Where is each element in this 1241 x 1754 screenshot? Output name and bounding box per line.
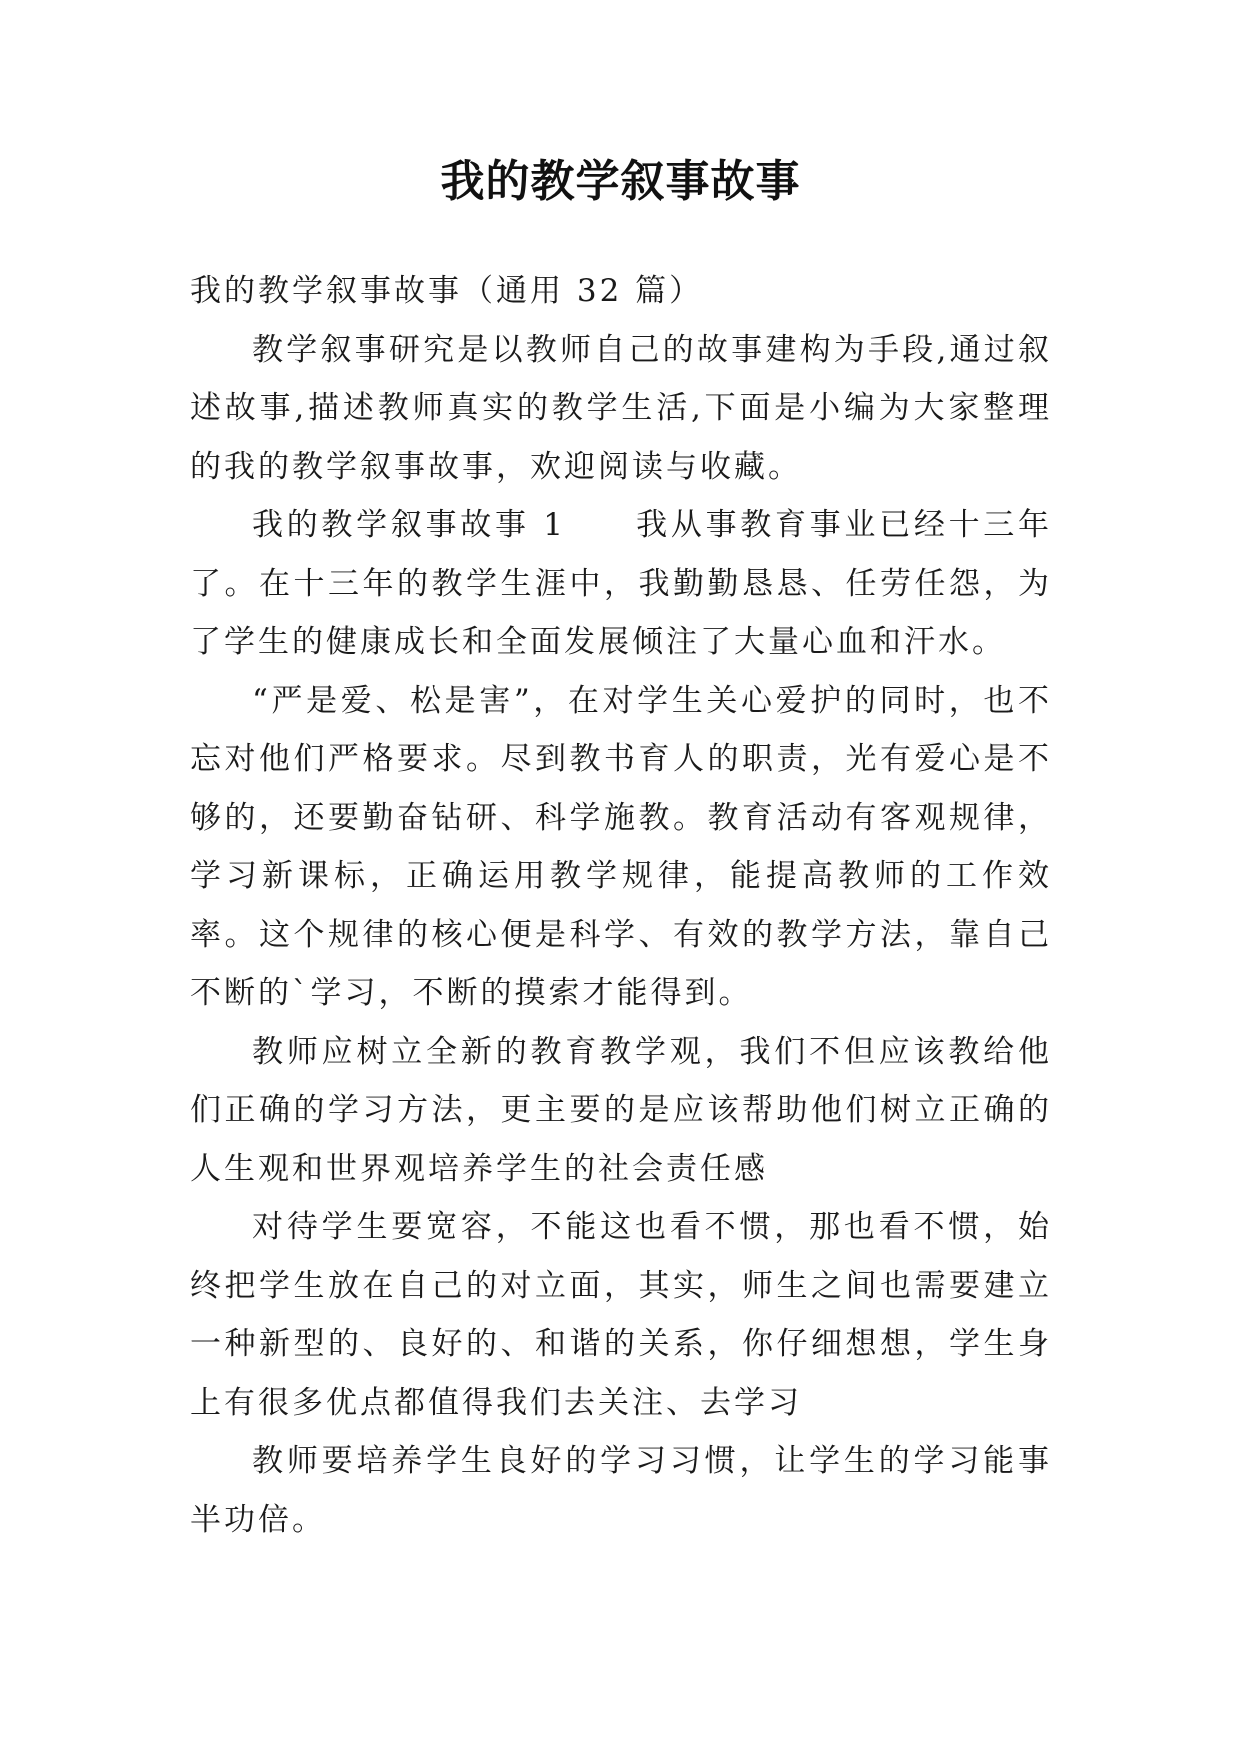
paragraph: 教师要培养学生良好的学习习惯，让学生的学习能事半功倍。	[190, 1443, 1052, 1538]
paragraph: 教师应树立全新的教育教学观，我们不但应该教给他们正确的学习方法，更主要的是应该帮助他们树立正确的人生观和世界观培养学生的社会责任感	[190, 1033, 1052, 1187]
paragraph: “严是爱、松是害”，在对学生关心爱护的同时，也不忘对他们严格要求。尽到教书育人的职责，光有爱心是不够的，还要勤奋钻研、科学施教。教育活动有客观规律，学习新课标，正确运用教学规律，能提高教师的工作效率。这个规律的核心便是科学、有效的教学方法，靠自己不断的`学习，不断的摸索才能得到。	[190, 682, 1052, 1011]
paragraph: 教学叙事研究是以教师自己的故事建构为手段,通过叙述故事,描述教师真实的教学生活,下面是小编为大家整理的我的教学叙事故事，欢迎阅读与收藏。	[190, 331, 1052, 485]
paragraph: 我的教学叙事故事 1 我从事教育事业已经十三年了。在十三年的教学生涯中，我勤勤恳恳、任劳任怨，为了学生的健康成长和全面发展倾注了大量心血和汗水。	[190, 507, 1052, 660]
document-title: 我的教学叙事故事	[440, 156, 801, 207]
document-subtitle: 我的教学叙事故事（通用 32 篇）	[190, 273, 704, 309]
paragraph: 对待学生要宽容，不能这也看不惯，那也看不惯，始终把学生放在自己的对立面，其实，师生之间也需要建立一种新型的、良好的、和谐的关系，你仔细想想，学生身上有很多优点都值得我们去关注、去学习	[190, 1209, 1052, 1421]
document-body	[190, 262, 1052, 1549]
